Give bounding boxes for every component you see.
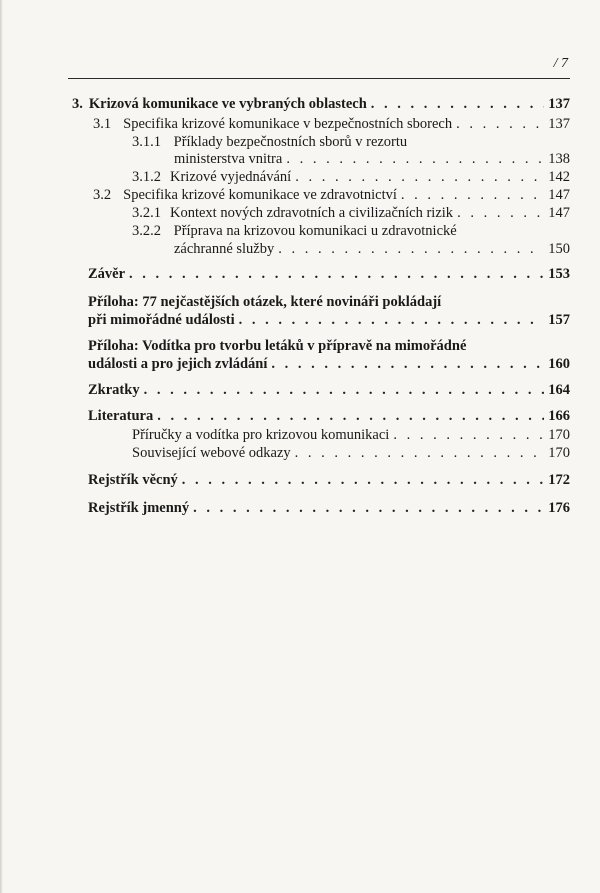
toc-leader <box>129 266 544 283</box>
toc-entry-3-1[interactable] <box>93 116 570 133</box>
toc-number: 3.1.2 <box>132 169 161 185</box>
toc-page: 170 <box>548 445 570 461</box>
toc-title: Literatura <box>88 408 154 424</box>
toc-number: 3. <box>72 96 83 112</box>
toc-title: Příprava na krizovou komunikaci u zdravotnické <box>173 223 457 239</box>
toc-leader <box>401 187 544 204</box>
toc-entry-3-1-1-line1[interactable] <box>132 134 407 151</box>
toc-title: Krizové vyjednávání <box>170 169 292 185</box>
toc-page: 137 <box>548 96 570 112</box>
toc-page: 160 <box>548 356 570 372</box>
toc-page: 164 <box>548 382 570 398</box>
page-number: / 7 <box>553 56 568 71</box>
toc-page: 137 <box>548 116 570 132</box>
toc-leader <box>271 356 544 373</box>
toc-page: 147 <box>548 205 570 221</box>
toc-leader <box>295 445 545 462</box>
toc-title: Kontext nových zdravotních a civilizačních rizik <box>170 205 454 221</box>
toc-entry-3-1-2[interactable] <box>132 169 570 186</box>
toc-entry-rejstrik-jmenny[interactable] <box>88 500 570 517</box>
toc-title: události a pro jejich zvládání <box>88 356 268 372</box>
toc-number: 3.1 <box>93 116 112 132</box>
toc-number: 3.2 <box>93 187 112 203</box>
toc-leader <box>239 312 545 329</box>
toc-entry-literatura-prirucky[interactable] <box>132 427 570 444</box>
toc-page: 157 <box>548 312 570 328</box>
toc-leader <box>457 205 544 222</box>
toc-leader <box>286 151 544 168</box>
running-header <box>68 56 570 79</box>
toc-page: 153 <box>548 266 570 282</box>
page-edge <box>0 0 3 893</box>
toc-page: 176 <box>548 500 570 516</box>
toc-page: 170 <box>548 427 570 443</box>
toc-page: 147 <box>548 187 570 203</box>
toc-leader <box>278 241 544 258</box>
toc-title: Specifika krizové komunikace ve zdravotnictví <box>123 187 397 203</box>
toc-title: Specifika krizové komunikace v bezpečnostních sborech <box>123 116 453 132</box>
toc-entry-3-2[interactable] <box>93 187 570 204</box>
toc-entry-zkratky[interactable] <box>88 382 570 399</box>
toc-entry-priloha-1-line2[interactable] <box>88 312 570 329</box>
toc-title: záchranné služby <box>174 241 275 257</box>
toc-title: Rejstřík věcný <box>88 472 178 488</box>
toc-page: 150 <box>548 241 570 257</box>
toc-entry-chapter-3[interactable] <box>72 96 570 113</box>
toc-page: 172 <box>548 472 570 488</box>
toc-title: Příloha: 77 nejčastějších otázek, které novináři pokládají <box>88 294 442 310</box>
toc-title: Závěr <box>88 266 126 282</box>
toc-number: 3.2.2 <box>132 223 161 239</box>
toc-leader <box>295 169 544 186</box>
toc-leader <box>193 500 544 517</box>
toc-entry-priloha-2-line1[interactable] <box>88 338 466 355</box>
toc-title: Rejstřík jmenný <box>88 500 190 516</box>
toc-entry-3-2-2-line1[interactable] <box>132 223 457 240</box>
toc-leader <box>157 408 544 425</box>
toc-title: ministerstva vnitra <box>174 151 283 167</box>
toc-leader <box>182 472 544 489</box>
toc-entry-3-1-1-line2[interactable] <box>174 151 570 168</box>
toc-entry-3-2-1[interactable] <box>132 205 570 222</box>
toc-title: Příklady bezpečnostních sborů v rezortu <box>173 134 408 150</box>
toc-page: 166 <box>548 408 570 424</box>
toc-leader <box>393 427 544 444</box>
toc-entry-priloha-1-line1[interactable] <box>88 294 441 311</box>
toc-title: Zkratky <box>88 382 140 398</box>
toc-leader <box>371 96 544 113</box>
toc-leader <box>456 116 544 133</box>
toc-entry-literatura-odkazy[interactable] <box>132 445 570 462</box>
toc-entry-literatura[interactable] <box>88 408 570 425</box>
toc-title: Příloha: Vodítka pro tvorbu letáků v přípravě na mimořádné <box>88 338 467 354</box>
toc-entry-rejstrik-vecny[interactable] <box>88 472 570 489</box>
toc-title: při mimořádné události <box>88 312 235 328</box>
toc-page: 138 <box>548 151 570 167</box>
toc-title: Příručky a vodítka pro krizovou komunikaci <box>132 427 390 443</box>
toc-title: Související webové odkazy <box>132 445 291 461</box>
toc-number: 3.2.1 <box>132 205 161 221</box>
toc-number: 3.1.1 <box>132 134 161 150</box>
toc-page: 142 <box>548 169 570 185</box>
toc-leader <box>144 382 545 399</box>
toc-entry-zaver[interactable] <box>88 266 570 283</box>
toc-entry-priloha-2-line2[interactable] <box>88 356 570 373</box>
toc-entry-3-2-2-line2[interactable] <box>174 241 570 258</box>
toc-title: Krizová komunikace ve vybraných oblastech <box>88 96 367 112</box>
